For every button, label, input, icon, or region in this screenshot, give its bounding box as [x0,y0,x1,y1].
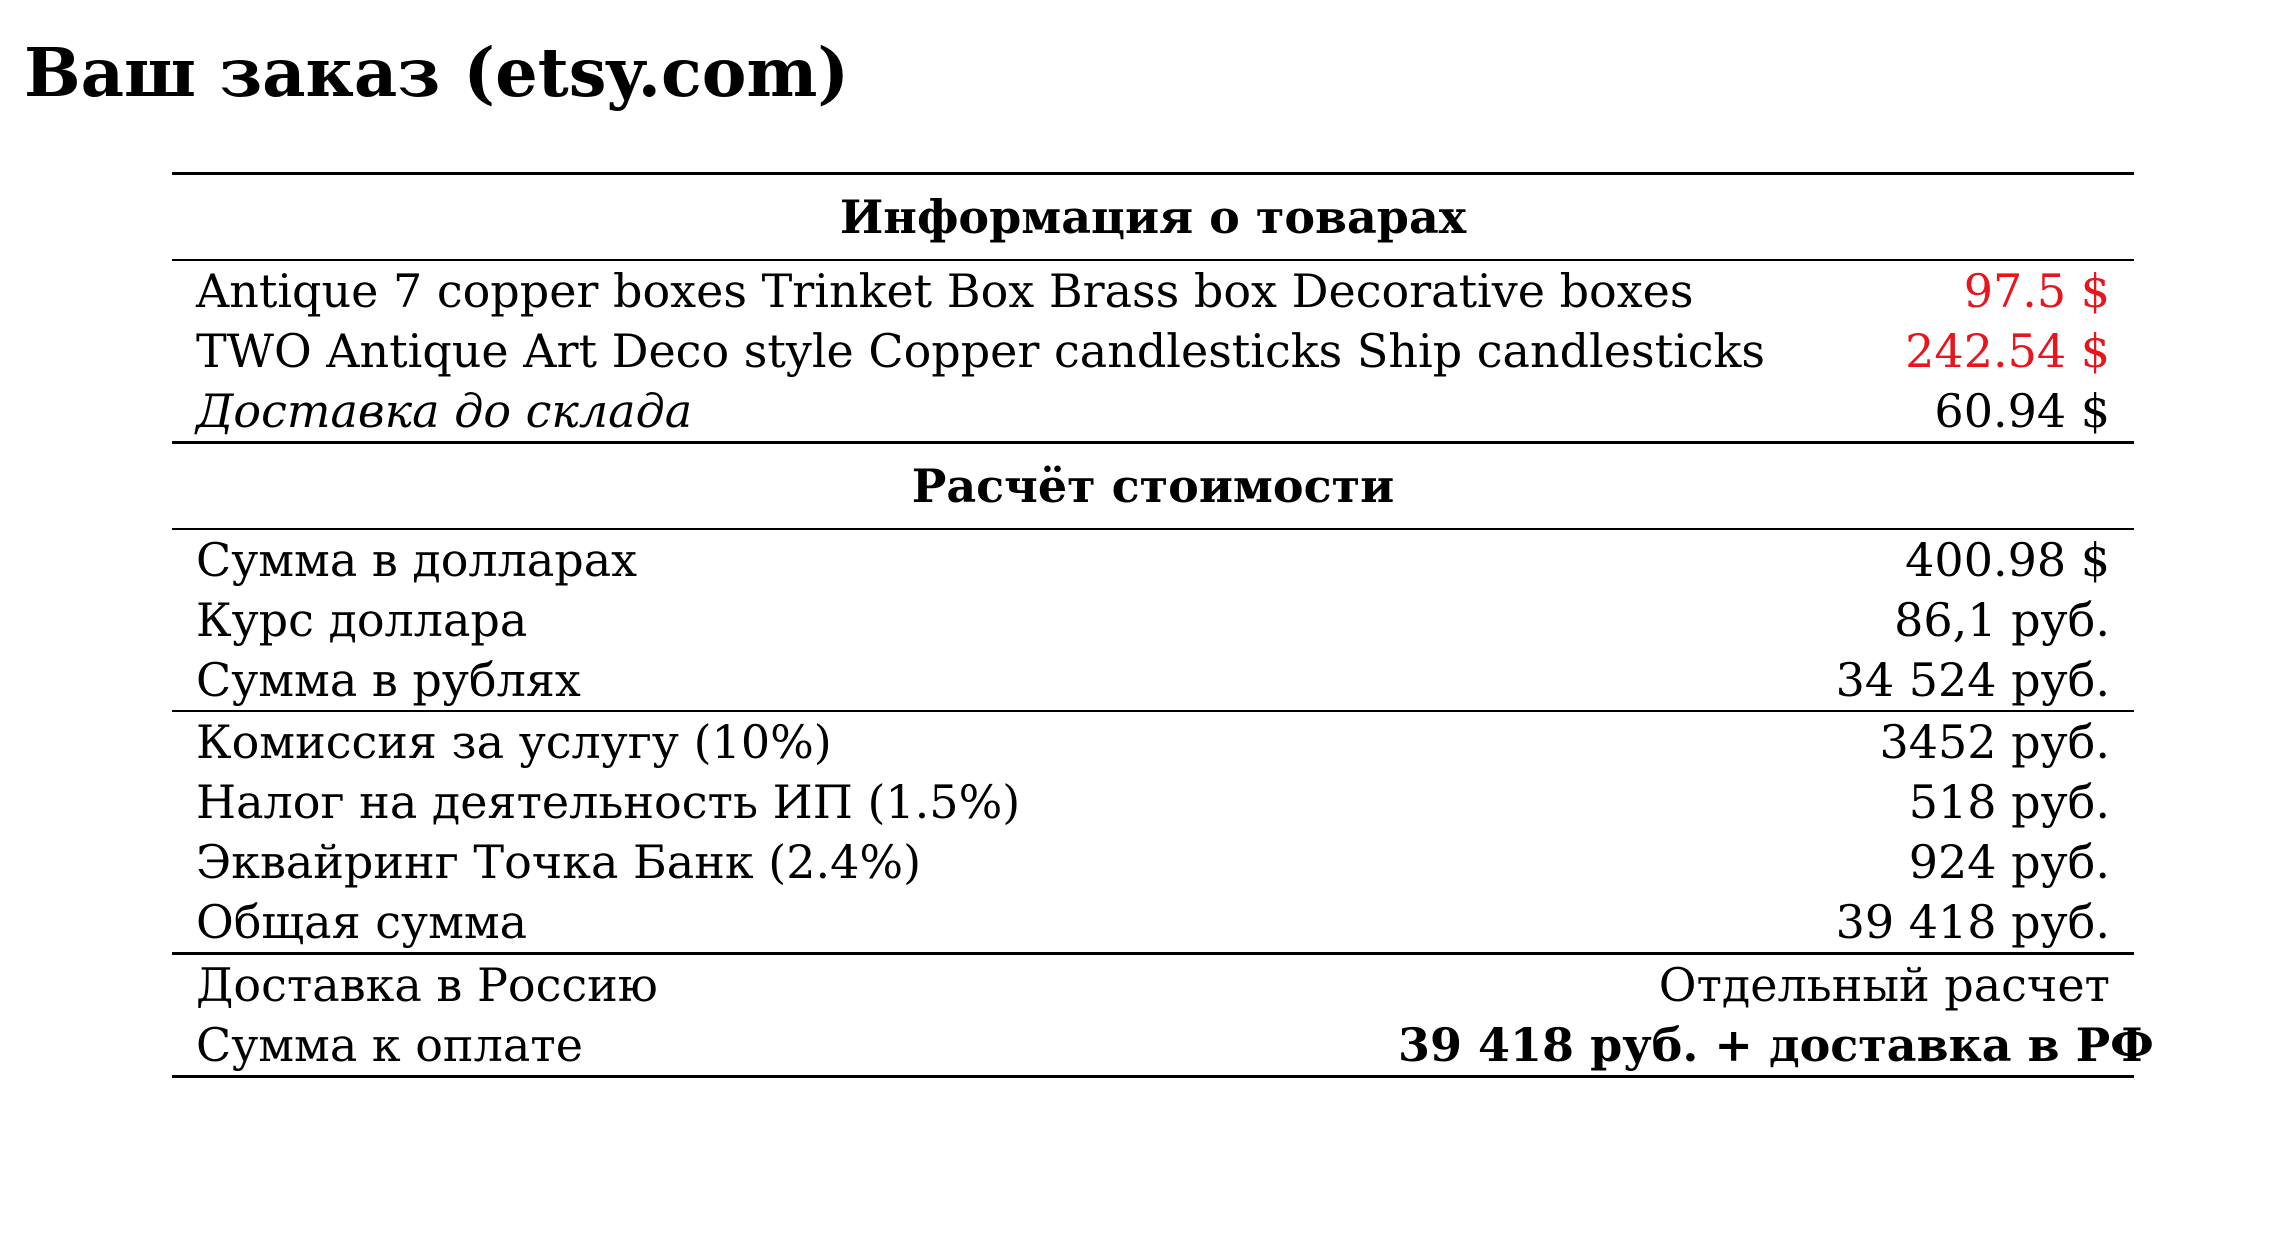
exchange-rate-value: 86,1 руб. [1894,593,2110,647]
product-price: 242.54 $ [1905,324,2110,378]
rub-total-label: Сумма в рублях [196,653,581,707]
product-price: 97.5 $ [1374,260,2134,321]
acquiring-value: 924 руб. [1908,835,2110,889]
acquiring-label: Эквайринг Точка Банк (2.4%) [196,835,922,889]
tax-value: 518 руб. [1908,775,2110,829]
calculation-heading: Расчёт стоимости [172,443,2134,530]
service-fee-value: 3452 руб. [1374,711,2134,772]
product-row [172,260,2134,321]
exchange-rate-label: Курс доллара [196,593,528,647]
rub-total-value: 34 524 руб. [1835,653,2110,707]
russia-delivery-row [172,954,2134,1016]
amount-due-label: Сумма к оплате [172,1015,1374,1077]
amount-due-row [172,1015,2134,1077]
page-title: Ваш заказ (etsy.com) [24,33,850,112]
product-name: Antique 7 copper boxes Trinket Box Brass box Decorative boxes [172,260,1374,321]
fee-row [172,892,2134,954]
usd-total-label: Сумма в долларах [172,529,1374,590]
fee-row [172,772,2134,832]
usd-total-value: 400.98 $ [1374,529,2134,590]
tax-label: Налог на деятельность ИП (1.5%) [196,775,1021,829]
products-heading-row [172,174,2134,261]
products-heading: Информация о товарах [172,174,2134,261]
warehouse-shipping-value: 60.94 $ [1934,384,2110,438]
russia-delivery-label: Доставка в Россию [172,954,1374,1016]
calc-row [172,650,2134,711]
grand-sum-value: 39 418 руб. [1835,895,2110,949]
calc-row [172,529,2134,590]
order-summary-table [172,172,2154,1078]
fee-row [172,711,2134,772]
fee-row [172,832,2134,892]
warehouse-shipping-row [172,381,2134,443]
product-row [172,321,2134,381]
warehouse-shipping-label: Доставка до склада [196,384,693,438]
amount-due-value: 39 418 руб. + доставка в РФ [1374,1015,2134,1077]
product-name: TWO Antique Art Deco style Copper candlesticks Ship candlesticks [196,324,1766,378]
russia-delivery-value: Отдельный расчет [1374,954,2134,1016]
calc-row [172,590,2134,650]
service-fee-label: Комиссия за услугу (10%) [172,711,1374,772]
grand-sum-label: Общая сумма [196,895,528,949]
calculation-heading-row [172,443,2134,530]
